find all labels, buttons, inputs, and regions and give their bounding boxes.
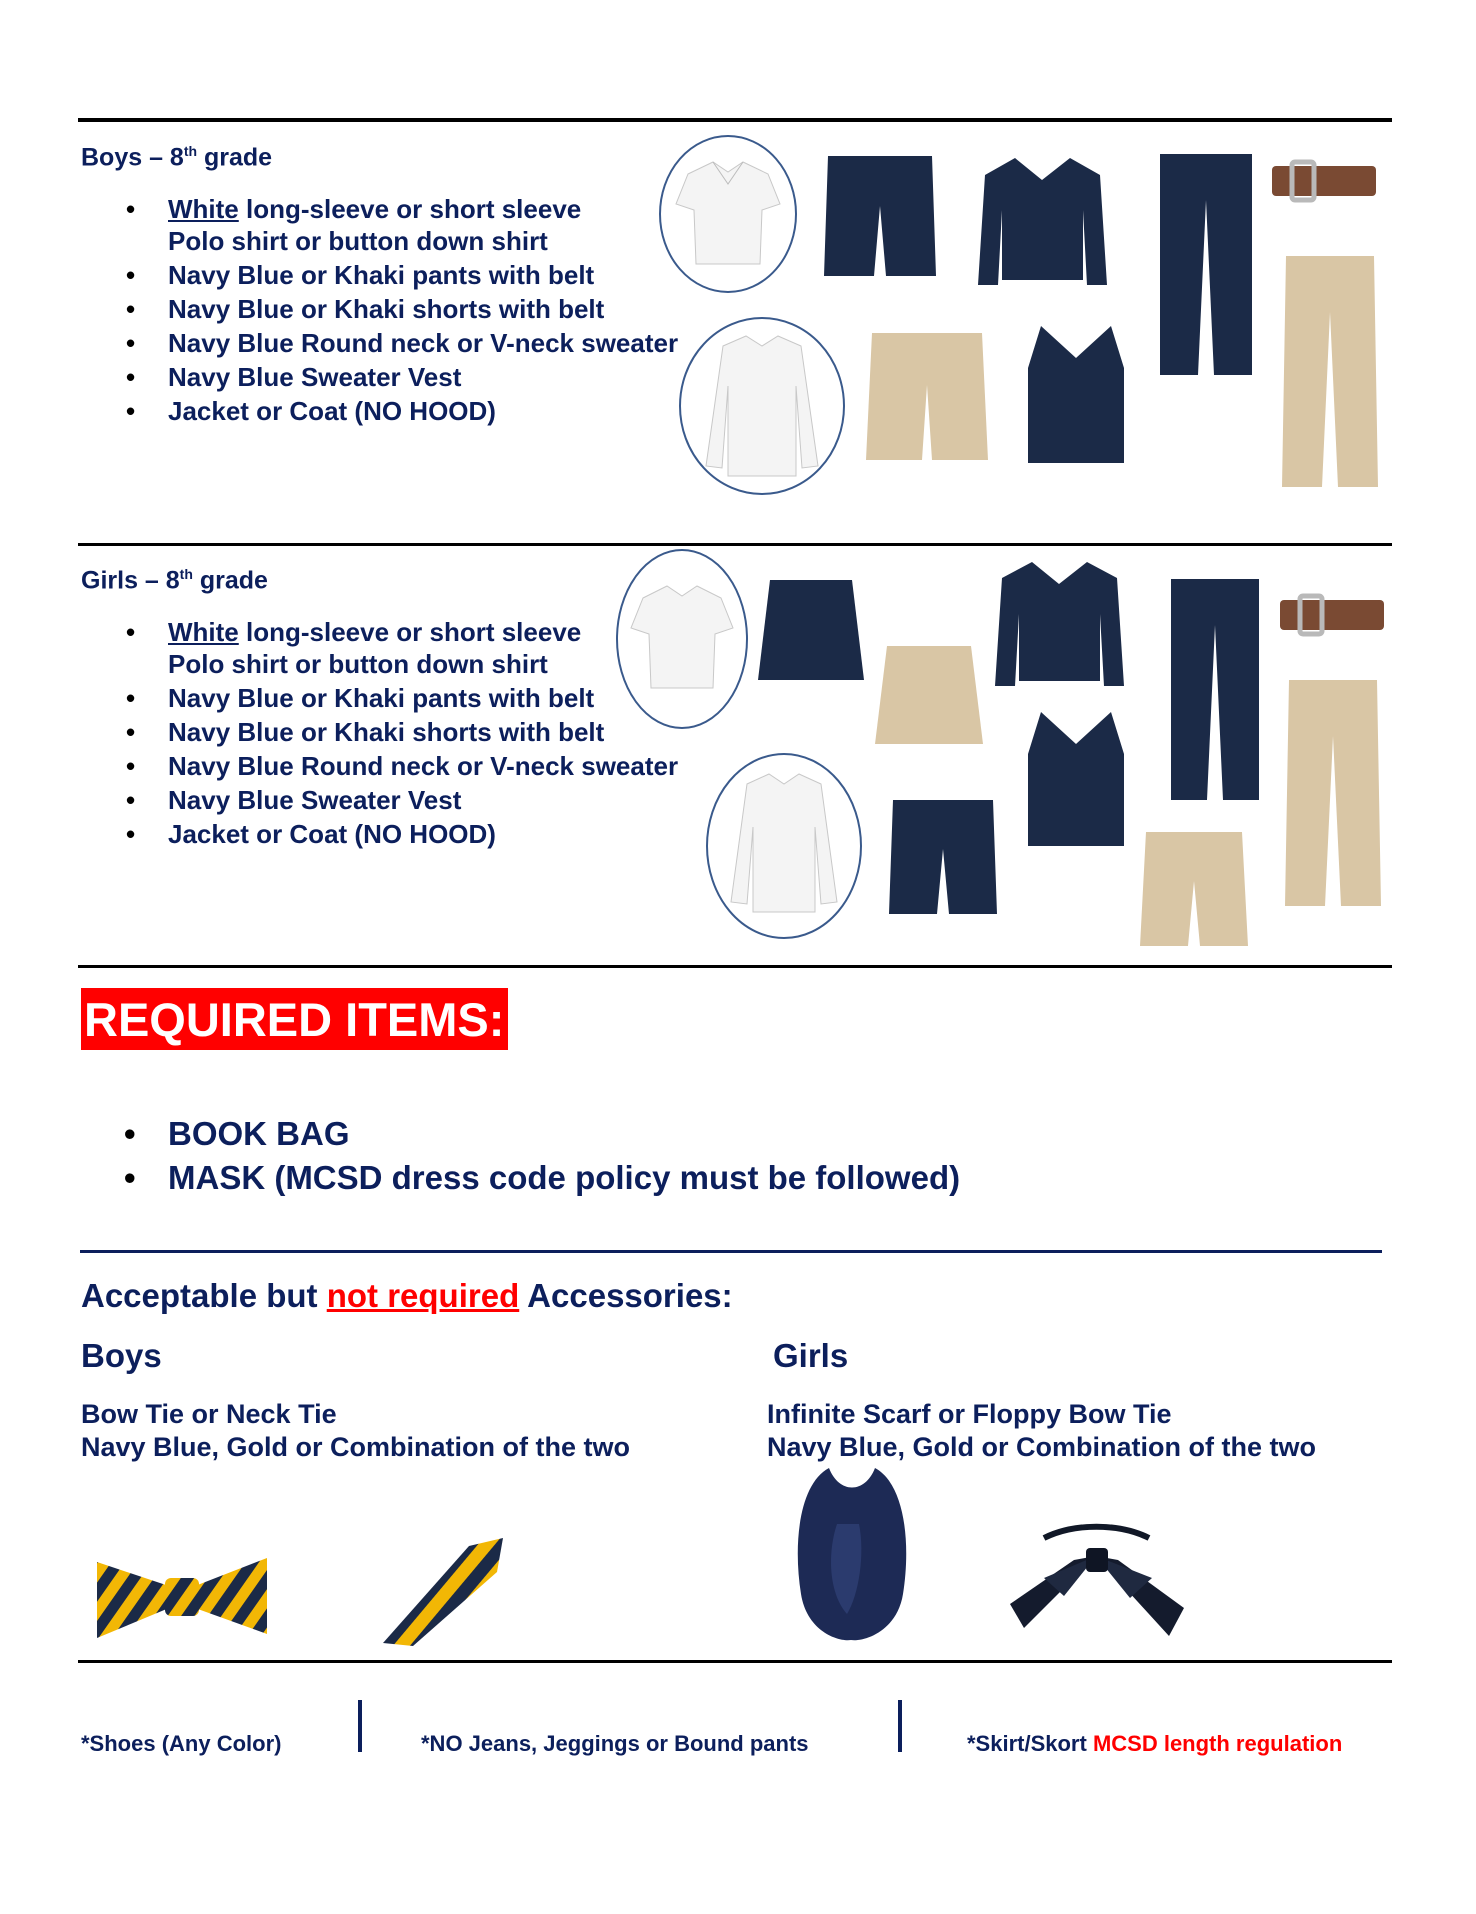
girls-heading: Girls – 8th grade: [81, 566, 268, 595]
list-item: • Jacket or Coat (NO HOOD): [80, 395, 678, 427]
footer-rule: [78, 1660, 1392, 1663]
footer-divider: [898, 1700, 902, 1752]
required-items-list: [78, 1112, 960, 1200]
khaki-pants-icon: [1280, 252, 1380, 492]
navy-sweater-icon: [975, 150, 1110, 290]
accessories-title: Acceptable but not required Accessories:: [81, 1277, 733, 1314]
polo-long-sleeve-icon: [705, 752, 863, 940]
list-item: • MASK (MCSD dress code policy must be followed): [78, 1156, 960, 1200]
navy-vest-icon: [1026, 318, 1126, 468]
polo-long-sleeve-icon: [678, 316, 846, 496]
list-item: • Navy Blue or Khaki shorts with belt: [80, 716, 678, 748]
required-items-title: REQUIRED ITEMS:: [81, 988, 508, 1050]
list-item: • BOOK BAG: [78, 1112, 960, 1156]
khaki-skort-icon: [873, 642, 985, 748]
belt-icon: [1272, 156, 1376, 206]
shoes-note: *Shoes (Any Color): [81, 1731, 282, 1756]
neck-tie-icon: [373, 1528, 507, 1648]
girls-accessories-label: Girls: [773, 1337, 849, 1374]
boys-accessories-label: Boys: [81, 1337, 162, 1374]
required-top-rule: [78, 965, 1392, 968]
floppy-bow-tie-icon: [1004, 1508, 1189, 1643]
navy-pants-icon: [1156, 150, 1256, 380]
boys-uniform-list: [80, 193, 678, 429]
jeans-note: *NO Jeans, Jeggings or Bound pants: [421, 1731, 809, 1756]
girls-uniform-list: [80, 616, 678, 852]
boys-accessories-text: Bow Tie or Neck Tie Navy Blue, Gold or Combination of the two: [81, 1399, 631, 1462]
list-item: • Navy Blue Sweater Vest: [80, 361, 678, 393]
list-item: • Navy Blue Round neck or V-neck sweater: [80, 750, 678, 782]
skirt-note: *Skirt/Skort MCSD length regulation: [967, 1731, 1343, 1756]
list-item: • Jacket or Coat (NO HOOD): [80, 818, 678, 850]
girls-accessories-text: Infinite Scarf or Floppy Bow Tie Navy Blue, Gold or Combination of the two: [767, 1399, 1317, 1462]
navy-skort-icon: [756, 576, 866, 686]
accessories-rule: [80, 1250, 1382, 1253]
bow-tie-icon: [93, 1550, 271, 1645]
list-item: • Navy Blue Round neck or V-neck sweater: [80, 327, 678, 359]
navy-shorts-icon: [887, 794, 999, 919]
khaki-shorts-icon: [862, 325, 992, 465]
list-item: • Navy Blue Sweater Vest: [80, 784, 678, 816]
top-rule: [78, 118, 1392, 122]
list-item: • Navy Blue or Khaki shorts with belt: [80, 293, 678, 325]
list-item: • White long-sleeve or short sleeve Polo shirt or button down shirt: [80, 616, 678, 680]
khaki-shorts-icon: [1138, 826, 1250, 951]
khaki-pants-icon: [1283, 676, 1383, 912]
navy-vest-icon: [1026, 706, 1126, 851]
navy-sweater-icon: [992, 556, 1127, 691]
footer-divider: [358, 1700, 362, 1752]
girls-top-rule: [78, 543, 1392, 546]
list-item: • White long-sleeve or short sleeve Polo shirt or button down shirt: [80, 193, 678, 257]
list-item: • Navy Blue or Khaki pants with belt: [80, 259, 678, 291]
list-item: • Navy Blue or Khaki pants with belt: [80, 682, 678, 714]
navy-shorts-icon: [820, 146, 940, 286]
infinity-scarf-icon: [789, 1464, 914, 1644]
polo-short-sleeve-icon: [615, 548, 749, 730]
boys-heading: Boys – 8th grade: [81, 143, 273, 172]
polo-short-sleeve-icon: [658, 134, 798, 294]
navy-pants-icon: [1167, 575, 1263, 805]
belt-icon: [1280, 590, 1384, 640]
